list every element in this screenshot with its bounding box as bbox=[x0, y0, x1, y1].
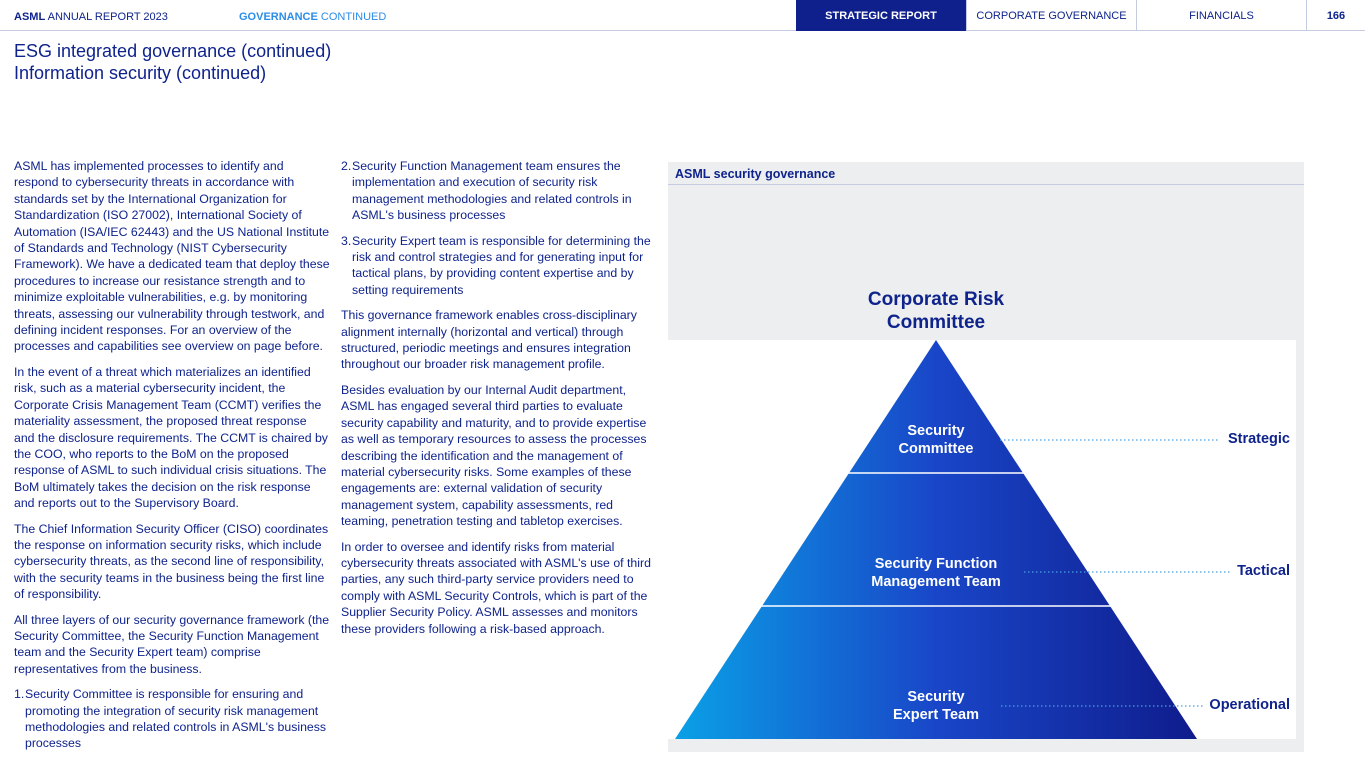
level-label-tactical: Tactical bbox=[1237, 563, 1290, 579]
text-column-2 bbox=[341, 158, 653, 646]
tier-line: Security Function bbox=[874, 556, 998, 572]
diagram-title: ASML security governance bbox=[675, 167, 836, 181]
page-title bbox=[14, 40, 331, 84]
tier-line: Security bbox=[907, 423, 965, 439]
list-item bbox=[14, 686, 330, 752]
page-number: 166 bbox=[1306, 0, 1365, 31]
brand-bold: ASML bbox=[14, 11, 46, 23]
report-brand[interactable] bbox=[14, 11, 168, 23]
paragraph: This governance framework enables cross-disciplinary alignment internally (horizontal and vertical) through structured, periodic meetings and ensures integration throughout our broader risk management profile. bbox=[341, 308, 637, 372]
paragraph: In the event of a threat which materializes an identified risk, such as a material cybersecurity incident, the Corporate Crisis Management Team (CCMT) verifies the materiality assessment, the proposed threat response and the disclosure requirements. The CCMT is chaired by the COO, who reports to the BoM on the proposed response of ASML to such individual crisis situations. The BoM ultimately takes the decision on the risk response and reports out to the Supervisory Board. bbox=[14, 364, 328, 511]
list-text: Security Committee is responsible for ensuring and promoting the integration of security risk management methodologies and related controls in ASML's business processes bbox=[25, 687, 327, 751]
list-item bbox=[341, 158, 653, 224]
section-breadcrumb[interactable] bbox=[239, 11, 386, 23]
tab-strategic-report[interactable]: STRATEGIC REPORT bbox=[796, 0, 966, 31]
corporate-risk-committee-label bbox=[836, 288, 1036, 334]
level-label-strategic: Strategic bbox=[1227, 431, 1290, 447]
tier-line: Expert Team bbox=[893, 707, 979, 723]
section-rest: CONTINUED bbox=[320, 11, 387, 23]
list-item bbox=[341, 233, 653, 299]
paragraph: All three layers of our security governance framework (the Security Committee, the Security Function Management team and the Security Expert team) comprise representatives from the business. bbox=[14, 612, 330, 676]
top-navigation-bar bbox=[0, 0, 1365, 31]
panel-header bbox=[668, 162, 1304, 185]
security-governance-panel bbox=[668, 162, 1304, 752]
tier-line: Security bbox=[907, 689, 965, 705]
paragraph: In order to oversee and identify risks from material cybersecurity threats associated with ASML's use of third parties, any such third-party service providers need to comply with ASML Security Controls, which is part of the Supplier Security Policy. ASML assesses and monitors these providers following a risk-based approach. bbox=[341, 539, 651, 636]
page-title-line-1: ESG integrated governance (continued) bbox=[14, 41, 332, 61]
tier-line: Committee bbox=[898, 441, 974, 457]
tab-financials[interactable]: FINANCIALS bbox=[1136, 0, 1306, 31]
list-number: 1. bbox=[14, 687, 25, 702]
text-column-1 bbox=[14, 158, 330, 761]
paragraph: Besides evaluation by our Internal Audit department, ASML has engaged several third parties to evaluate security capability and maturity, and to provide expertise as well as temporary resources to assess the processes describing the identification and the management of material cybersecurity risks. Some examples of these engagements are: external validation of security management system, capability assessments, red teaming, penetration testing and tabletop exercises. bbox=[341, 382, 647, 529]
list-text: Security Expert team is responsible for determining the risk and control strategies and for generating input for tactical plans, by providing content expertise and by setting requirements bbox=[352, 233, 651, 297]
list-number: 3. bbox=[341, 233, 352, 248]
section-bold: GOVERNANCE bbox=[239, 11, 318, 23]
list-text: Security Function Management team ensures the implementation and execution of security risk management methodologies and related controls in ASML's business processes bbox=[352, 159, 632, 223]
tab-corporate-governance[interactable]: CORPORATE GOVERNANCE bbox=[966, 0, 1136, 31]
level-label-operational: Operational bbox=[1209, 697, 1290, 713]
paragraph: The Chief Information Security Officer (CISO) coordinates the response on information security risks, which include cybersecurity threats, as the second line of responsibility, with the security teams in the business being the first line of responsibility. bbox=[14, 521, 329, 602]
paragraph: ASML has implemented processes to identify and respond to cybersecurity threats in accordance with standards set by the International Organization for Standardization (ISO 27002), International Society of Automation (ISA/IEC 62443) and the US National Institute of Standards and Technology (NIST Cybersecurity Framework). We have a dedicated team that deploy these procedures to increase our resistance strength and to minimize exploitable vulnerabilities, e.g. by monitoring threats, assessing our vulnerability through testwork, and defining incident responses. For an overview of the processes and capabilities see overview on page before. bbox=[14, 159, 330, 354]
tier-label-security-committee bbox=[836, 422, 1036, 458]
brand-rest: ANNUAL REPORT 2023 bbox=[47, 11, 168, 23]
tier-line: Management Team bbox=[871, 574, 1001, 590]
page-title-line-2: Information security (continued) bbox=[14, 63, 267, 83]
list-number: 2. bbox=[341, 159, 352, 173]
apex-line-1: Corporate Risk bbox=[867, 289, 1005, 310]
apex-line-2: Committee bbox=[886, 312, 986, 333]
tier-label-security-expert-team bbox=[836, 688, 1036, 724]
tier-label-security-function-management bbox=[836, 555, 1036, 591]
